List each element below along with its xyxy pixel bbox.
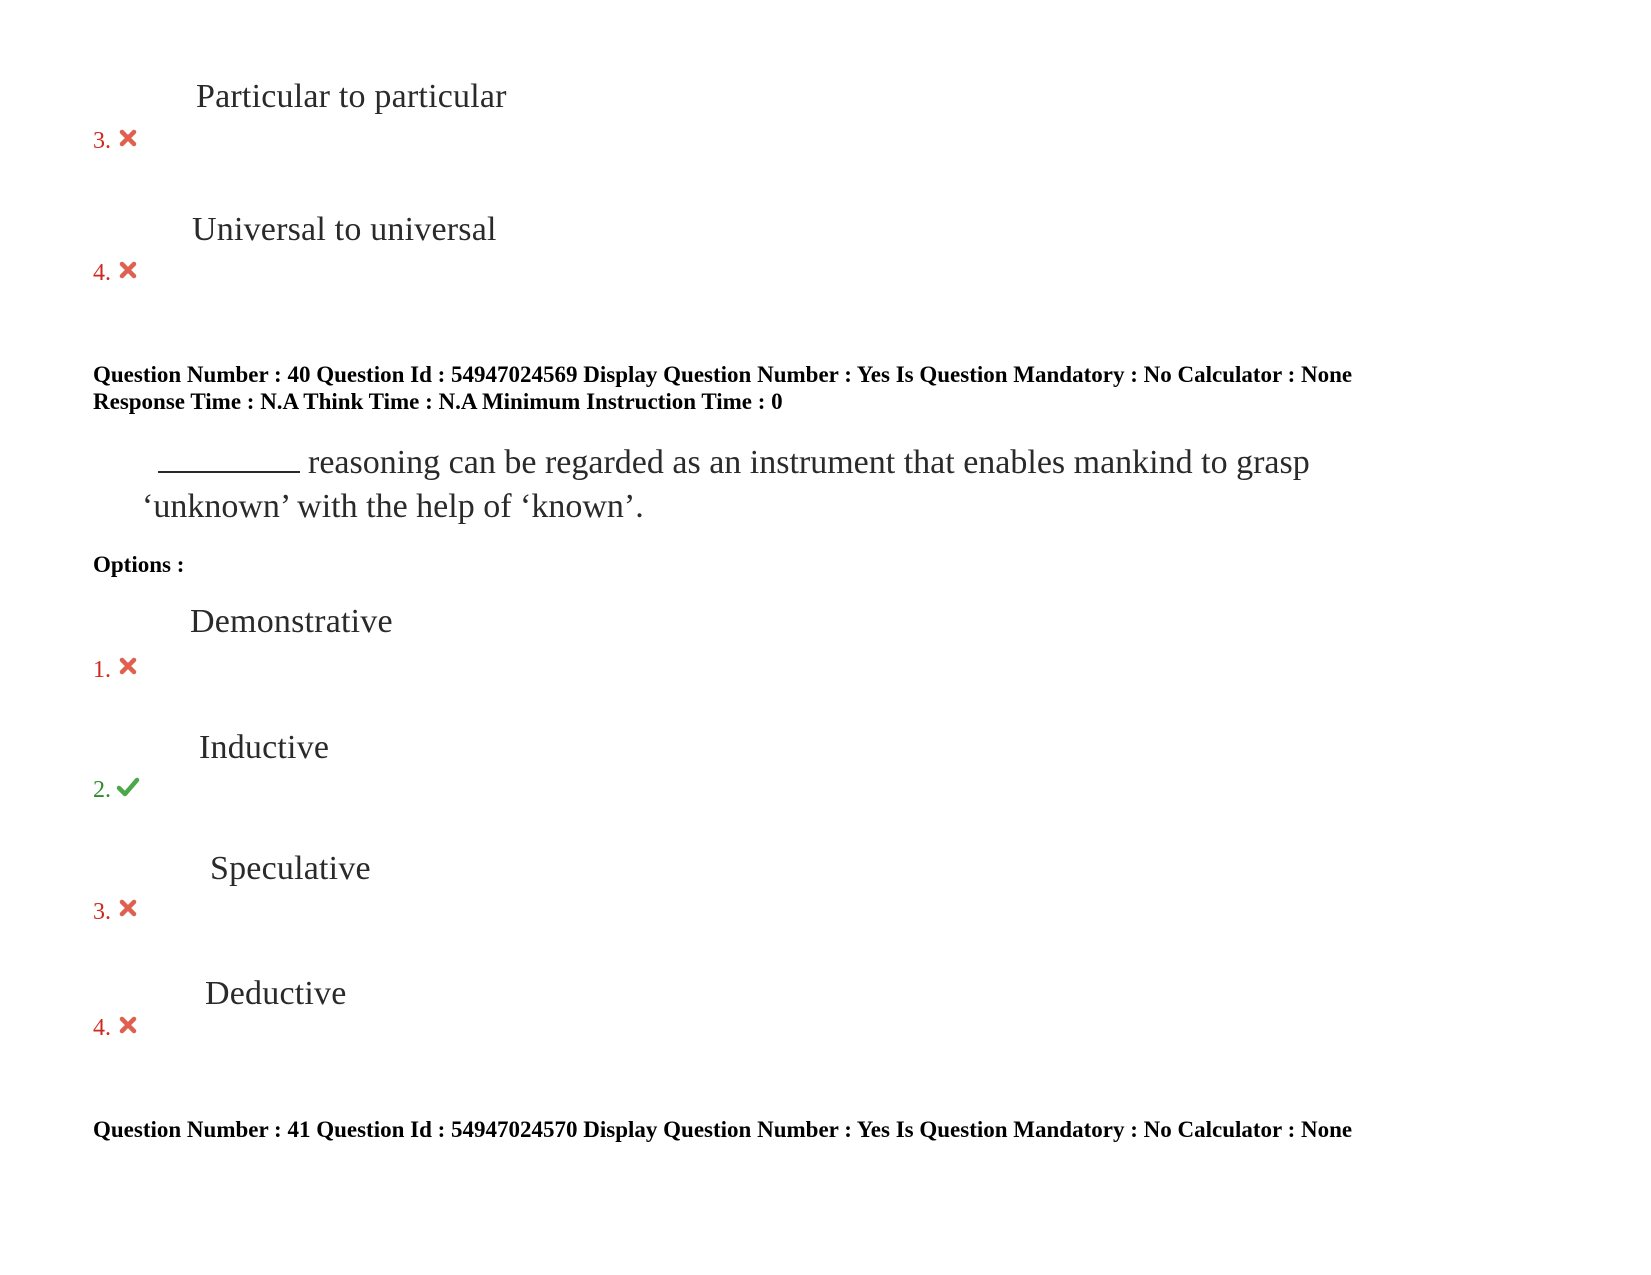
cross-icon [118,1015,138,1035]
question-text-line1 [158,440,1310,486]
option-text: Deductive [205,975,347,1012]
option-number: 4. [93,260,111,286]
cross-icon [118,260,138,280]
option-number: 3. [93,899,111,925]
question-meta-timing: Response Time : N.A Think Time : N.A Minimum Instruction Time : 0 [93,389,783,414]
question-meta: Question Number : 40 Question Id : 54947024569 Display Question Number : Yes Is Question Mandatory : No Calculator : None [93,362,1353,387]
option-text: Inductive [199,729,330,766]
option-number: 2. [93,777,111,803]
option-number: 3. [93,128,111,154]
option-text: Universal to universal [192,211,497,248]
cross-icon [118,656,138,676]
cross-icon [118,898,138,918]
option-text: Demonstrative [190,603,393,640]
question-text-line2: ‘unknown’ with the help of ‘known’. [142,488,644,525]
cross-icon [118,128,138,148]
option-text: Speculative [210,850,371,887]
answer-blank [158,441,300,473]
question-text-content: reasoning can be regarded as an instrument that enables mankind to grasp [308,444,1310,481]
option-number: 1. [93,657,111,683]
option-text: Particular to particular [196,78,507,115]
option-number: 4. [93,1015,111,1041]
options-label: Options : [93,552,185,577]
question-meta: Question Number : 41 Question Id : 54947024570 Display Question Number : Yes Is Question Mandatory : No Calculator : None [93,1117,1353,1142]
check-icon [116,776,140,798]
